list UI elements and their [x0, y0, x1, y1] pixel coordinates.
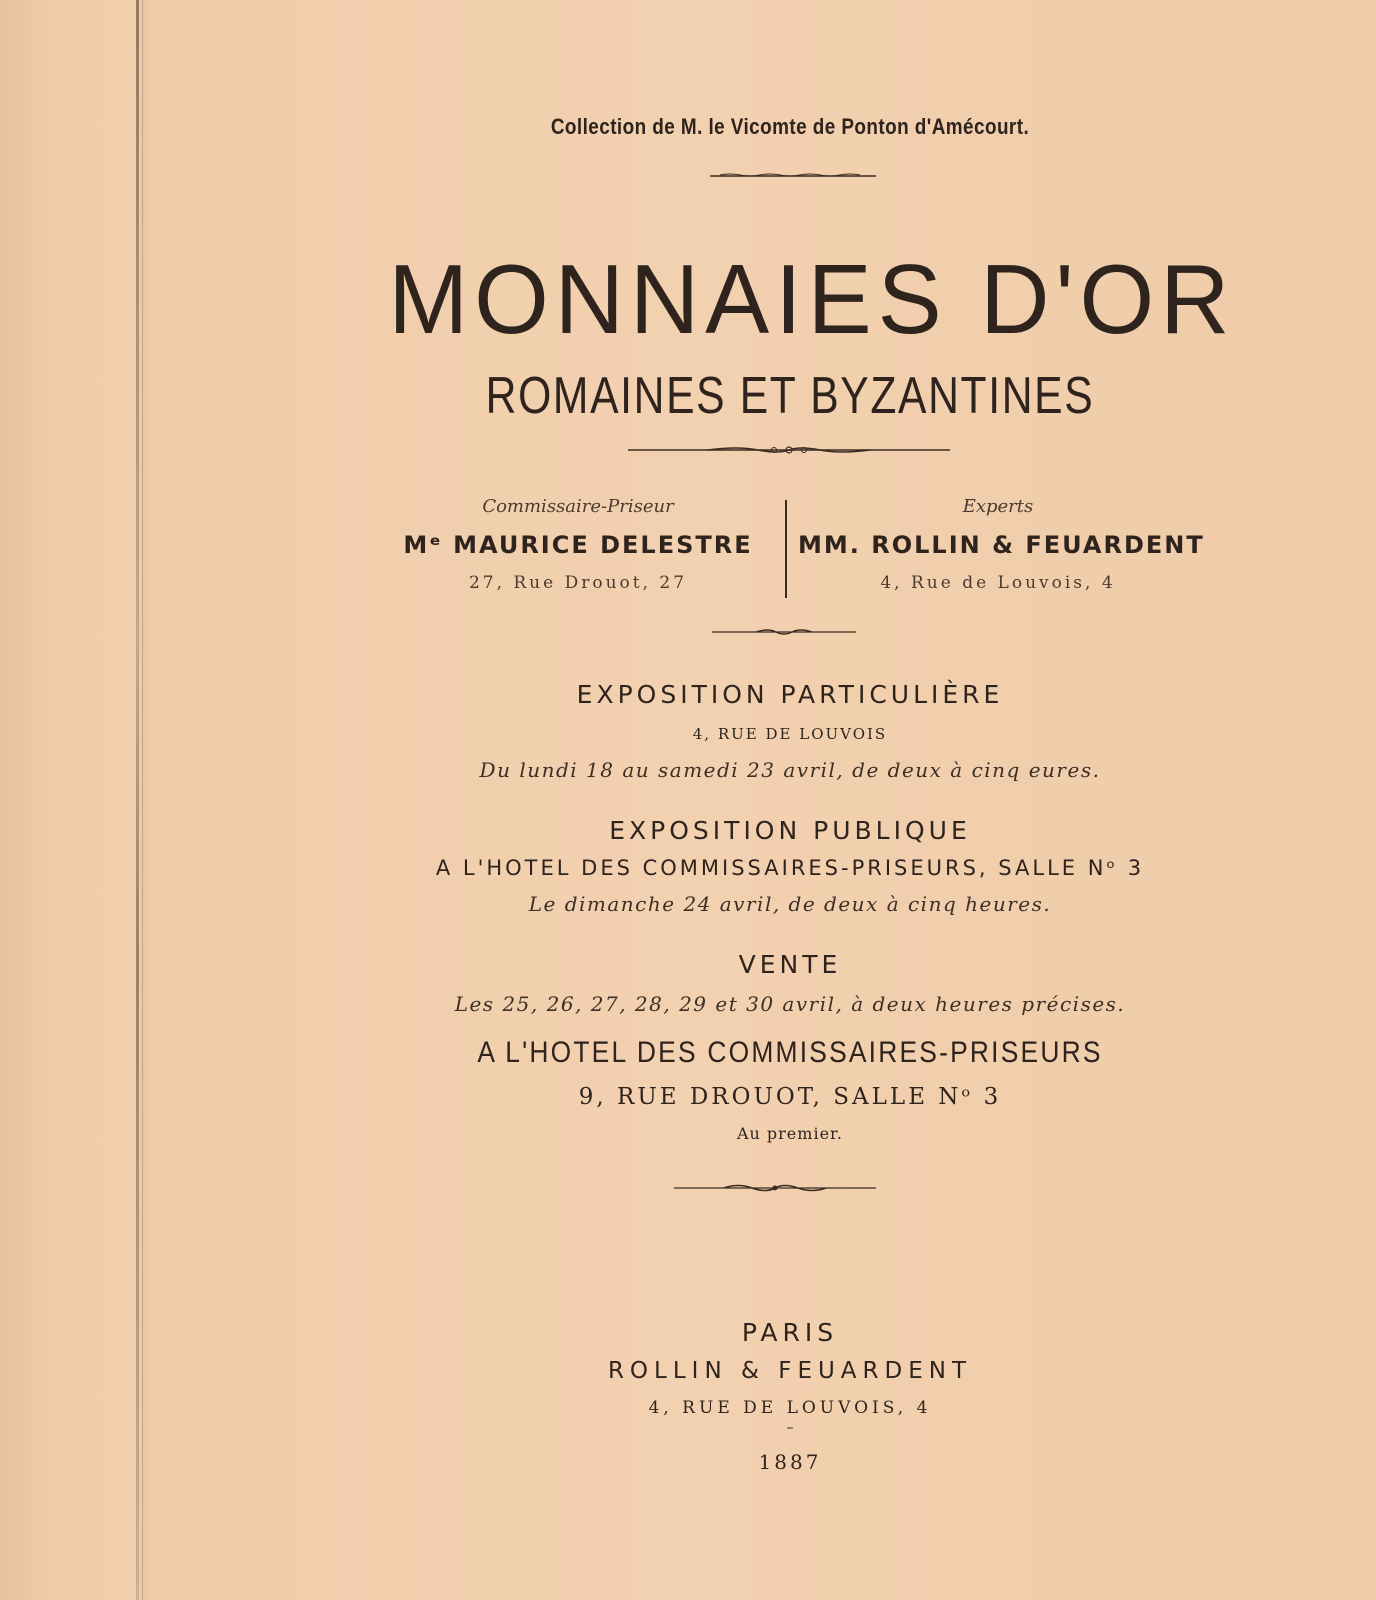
experts-role: Experts [962, 496, 1034, 517]
subtitle: ROMAINES ET BYZANTINES [485, 367, 1095, 425]
public-exhibition-heading: EXPOSITION PUBLIQUE [609, 816, 971, 845]
experts-name: MM. ROLLIN & FEUARDENT [798, 531, 1205, 559]
collection-line: Collection de M. le Vicomte de Ponton d'Amécourt. [550, 114, 1030, 139]
mid-ornament [712, 627, 856, 637]
imprint-publisher: ROLLIN & FEUARDENT [607, 1358, 973, 1384]
auctioneer-role: Commissaire-Priseur [482, 496, 674, 517]
experts-block [798, 496, 1205, 593]
main-title: MONNAIES D'OR [388, 244, 1236, 354]
binding-crease [142, 0, 143, 1600]
imprint-city: PARIS [741, 1318, 839, 1347]
title-ornament [628, 444, 950, 456]
public-exhibition-venue: A L'HOTEL DES COMMISSAIRES-PRISEURS, SALLE Nᵒ 3 [435, 856, 1145, 880]
public-exhibition-date: Le dimanche 24 avril, de deux à cinq heures. [528, 892, 1052, 916]
private-exhibition-address: 4, RUE DE LOUVOIS [692, 725, 888, 743]
imprint-year: 1887 [758, 1450, 822, 1474]
sale-dates: Les 25, 26, 27, 28, 29 et 30 avril, à deux heures précises. [454, 992, 1126, 1016]
bottom-ornament [674, 1183, 876, 1193]
binding-edge [136, 0, 139, 1600]
imprint-dash: – [786, 1420, 794, 1436]
auctioneer-block [378, 496, 778, 593]
sale-venue: A L'HOTEL DES COMMISSAIRES-PRISEURS [477, 1036, 1103, 1069]
column-divider [785, 500, 787, 598]
imprint-address: 4, RUE DE LOUVOIS, 4 [648, 1398, 932, 1418]
experts-address: 4, Rue de Louvois, 4 [880, 573, 1116, 593]
auctioneer-address: 27, Rue Drouot, 27 [468, 573, 688, 593]
sale-floor: Au premier. [736, 1124, 844, 1143]
private-exhibition-dates: Du lundi 18 au samedi 23 avril, de deux à cinq eures. [479, 758, 1101, 782]
sale-heading: VENTE [738, 950, 842, 979]
auctioneer-name: Mᵉ MAURICE DELESTRE [403, 531, 753, 559]
top-ornament [710, 172, 876, 180]
private-exhibition-heading: EXPOSITION PARTICULIÈRE [576, 680, 1004, 709]
sale-address: 9, RUE DROUOT, SALLE Nᵒ 3 [578, 1084, 1002, 1110]
